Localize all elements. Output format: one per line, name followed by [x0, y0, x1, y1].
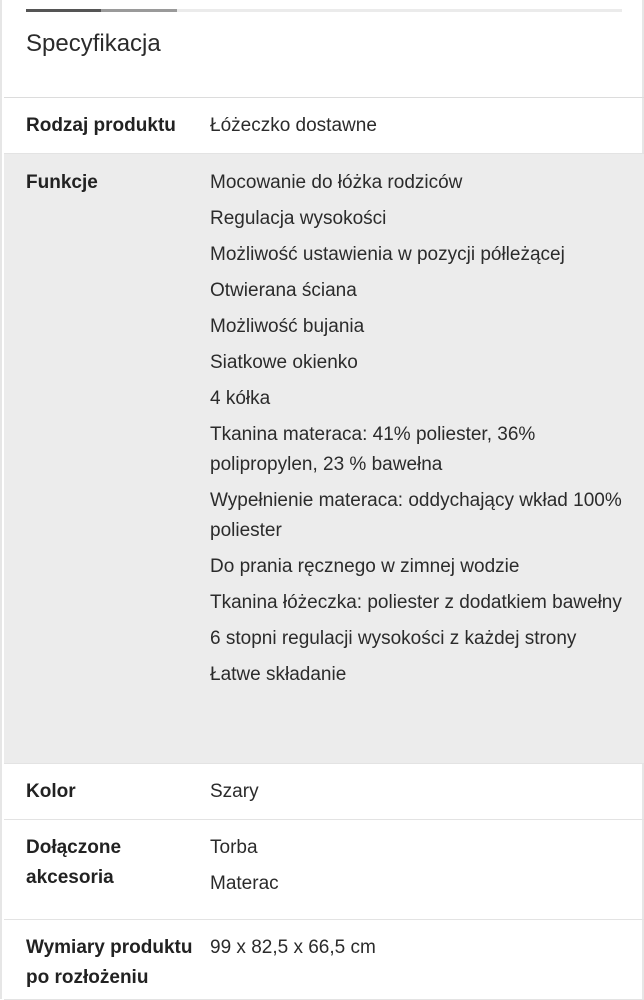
- spec-value: Regulacja wysokości: [210, 208, 387, 229]
- spec-label: Dołączone akcesoria: [26, 837, 122, 888]
- spec-value: Możliwość ustawienia w pozycji półleżącej: [210, 244, 565, 265]
- spec-value: Siatkowe okienko: [210, 352, 358, 373]
- spec-value: 4 kółka: [210, 388, 271, 409]
- tab-progress-indicator: [26, 9, 622, 12]
- spec-value: Łatwe składanie: [210, 664, 347, 685]
- spec-values: [210, 833, 644, 919]
- spec-value: Szary: [210, 781, 259, 802]
- spec-values: [210, 777, 644, 819]
- spec-value: Tkanina łóżeczka: poliester z dodatkiem bawełny: [210, 592, 622, 613]
- spec-label: Funkcje: [26, 172, 98, 193]
- spec-values: [210, 933, 644, 999]
- spec-value: Łóżeczko dostawne: [210, 115, 377, 136]
- spec-values: [210, 111, 644, 153]
- spec-value: Do prania ręcznego w zimnej wodzie: [210, 556, 520, 577]
- progress-segment-secondary: [101, 9, 177, 12]
- spec-label: Rodzaj produktu: [26, 115, 176, 136]
- spec-row-product-type: [4, 98, 644, 154]
- section-title: Specyfikacja: [26, 30, 161, 57]
- spec-values: [210, 168, 644, 763]
- spec-table: [4, 97, 644, 1000]
- spec-row-dimensions: [4, 920, 644, 1000]
- spec-row-color: [4, 764, 644, 820]
- spec-value: 99 x 82,5 x 66,5 cm: [210, 937, 376, 958]
- spec-value: Mocowanie do łóżka rodziców: [210, 172, 463, 193]
- spec-label: Kolor: [26, 781, 76, 802]
- spec-value: 6 stopni regulacji wysokości z każdej strony: [210, 628, 577, 649]
- spec-value: Tkanina materaca: 41% poliester, 36% polipropylen, 23 % bawełna: [210, 424, 536, 475]
- spec-value: Torba: [210, 837, 258, 858]
- spec-row-features: [4, 154, 644, 764]
- spec-value: Otwierana ściana: [210, 280, 357, 301]
- spec-row-accessories: [4, 820, 644, 920]
- spec-label: Wymiary produktu po rozłożeniu: [26, 937, 193, 988]
- spec-value: Wypełnienie materaca: oddychający wkład 100% poliester: [210, 490, 622, 541]
- spec-value: Możliwość bujania: [210, 316, 365, 337]
- spec-value: Materac: [210, 873, 279, 894]
- progress-segment-active: [26, 9, 101, 12]
